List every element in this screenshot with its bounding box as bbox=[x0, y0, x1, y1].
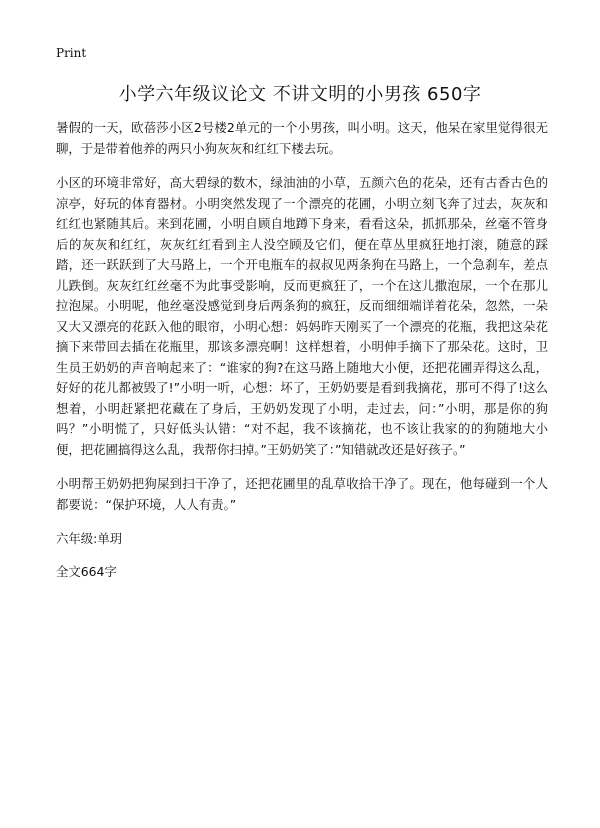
word-count: 全文664字 bbox=[56, 563, 117, 579]
paragraph-story: 小区的环境非常好，高大碧绿的数木，绿油油的小草，五颜六色的花朵，还有古香古色的凉亭，好玩的体育器材。小明突然发现了一个漂亮的花圃，小明立刻飞奔了过去，灰灰和红红也紧随其后。来到花圃，小明自顾自地蹲下身来，看看这朵，抓抓那朵，丝毫不管身后的灰灰和红红，灰灰红红看到主人没空顾及它们，便在草丛里疯狂地打滚，随意的踩踏，还一跃跃到了大马路上，一个开电瓶车的叔叔见两条狗在马路上，一个急刹车，差点儿跌倒。灰灰红红丝毫不为此事受影响，反而更疯狂了，一个在这儿撒泡尿，一个在那儿拉泡屎。小明呢，他丝毫没感觉到身后两条狗的疯狂，反而细细端详着花朵，忽然，一朵又大又漂亮的花跃入他的眼帘，小明心想：妈妈昨天刚买了一个漂亮的花瓶，我把这朵花摘下来带回去插在花瓶里，那该多漂亮啊！这样想着，小明伸手摘下了那朵花。这时，卫生员王奶奶的声音响起来了：“谁家的狗?在这马路上随地大小便，还把花圃弄得这么乱，好好的花儿都被毁了!”小明一听，心想：坏了，王奶奶要是看到我摘花，那可不得了!这么想着，小明赶紧把花藏在了身后，王奶奶发现了小明，走过去，问：”小明，那是你的狗吗？”小明慌了，只好低头认错：“对不起，我不该摘花，也不该让我家的的狗随地大小便，把花圃搞得这么乱，我帮你扫掉。”王奶奶笑了：”知错就改还是好孩子。” bbox=[56, 175, 548, 457]
paragraph-ending: 小明帮王奶奶把狗屎到扫干净了，还把花圃里的乱草收拾干净了。现在，他每碰到一个人都要说：“保护环境，人人有责。” bbox=[56, 476, 548, 512]
article-title: 小学六年级议论文 不讲文明的小男孩 650字 bbox=[118, 84, 482, 105]
print-link[interactable]: Print bbox=[56, 46, 87, 60]
paragraph-intro: 暑假的一天，欧蓓莎小区2号楼2单元的一个小男孩，叫小明。这天，他呆在家里觉得很无聊，于是带着他养的两只小狗灰灰和红红下楼去玩。 bbox=[56, 120, 548, 156]
article-body bbox=[56, 118, 548, 596]
author-line: 六年级:单玥 bbox=[56, 531, 123, 546]
